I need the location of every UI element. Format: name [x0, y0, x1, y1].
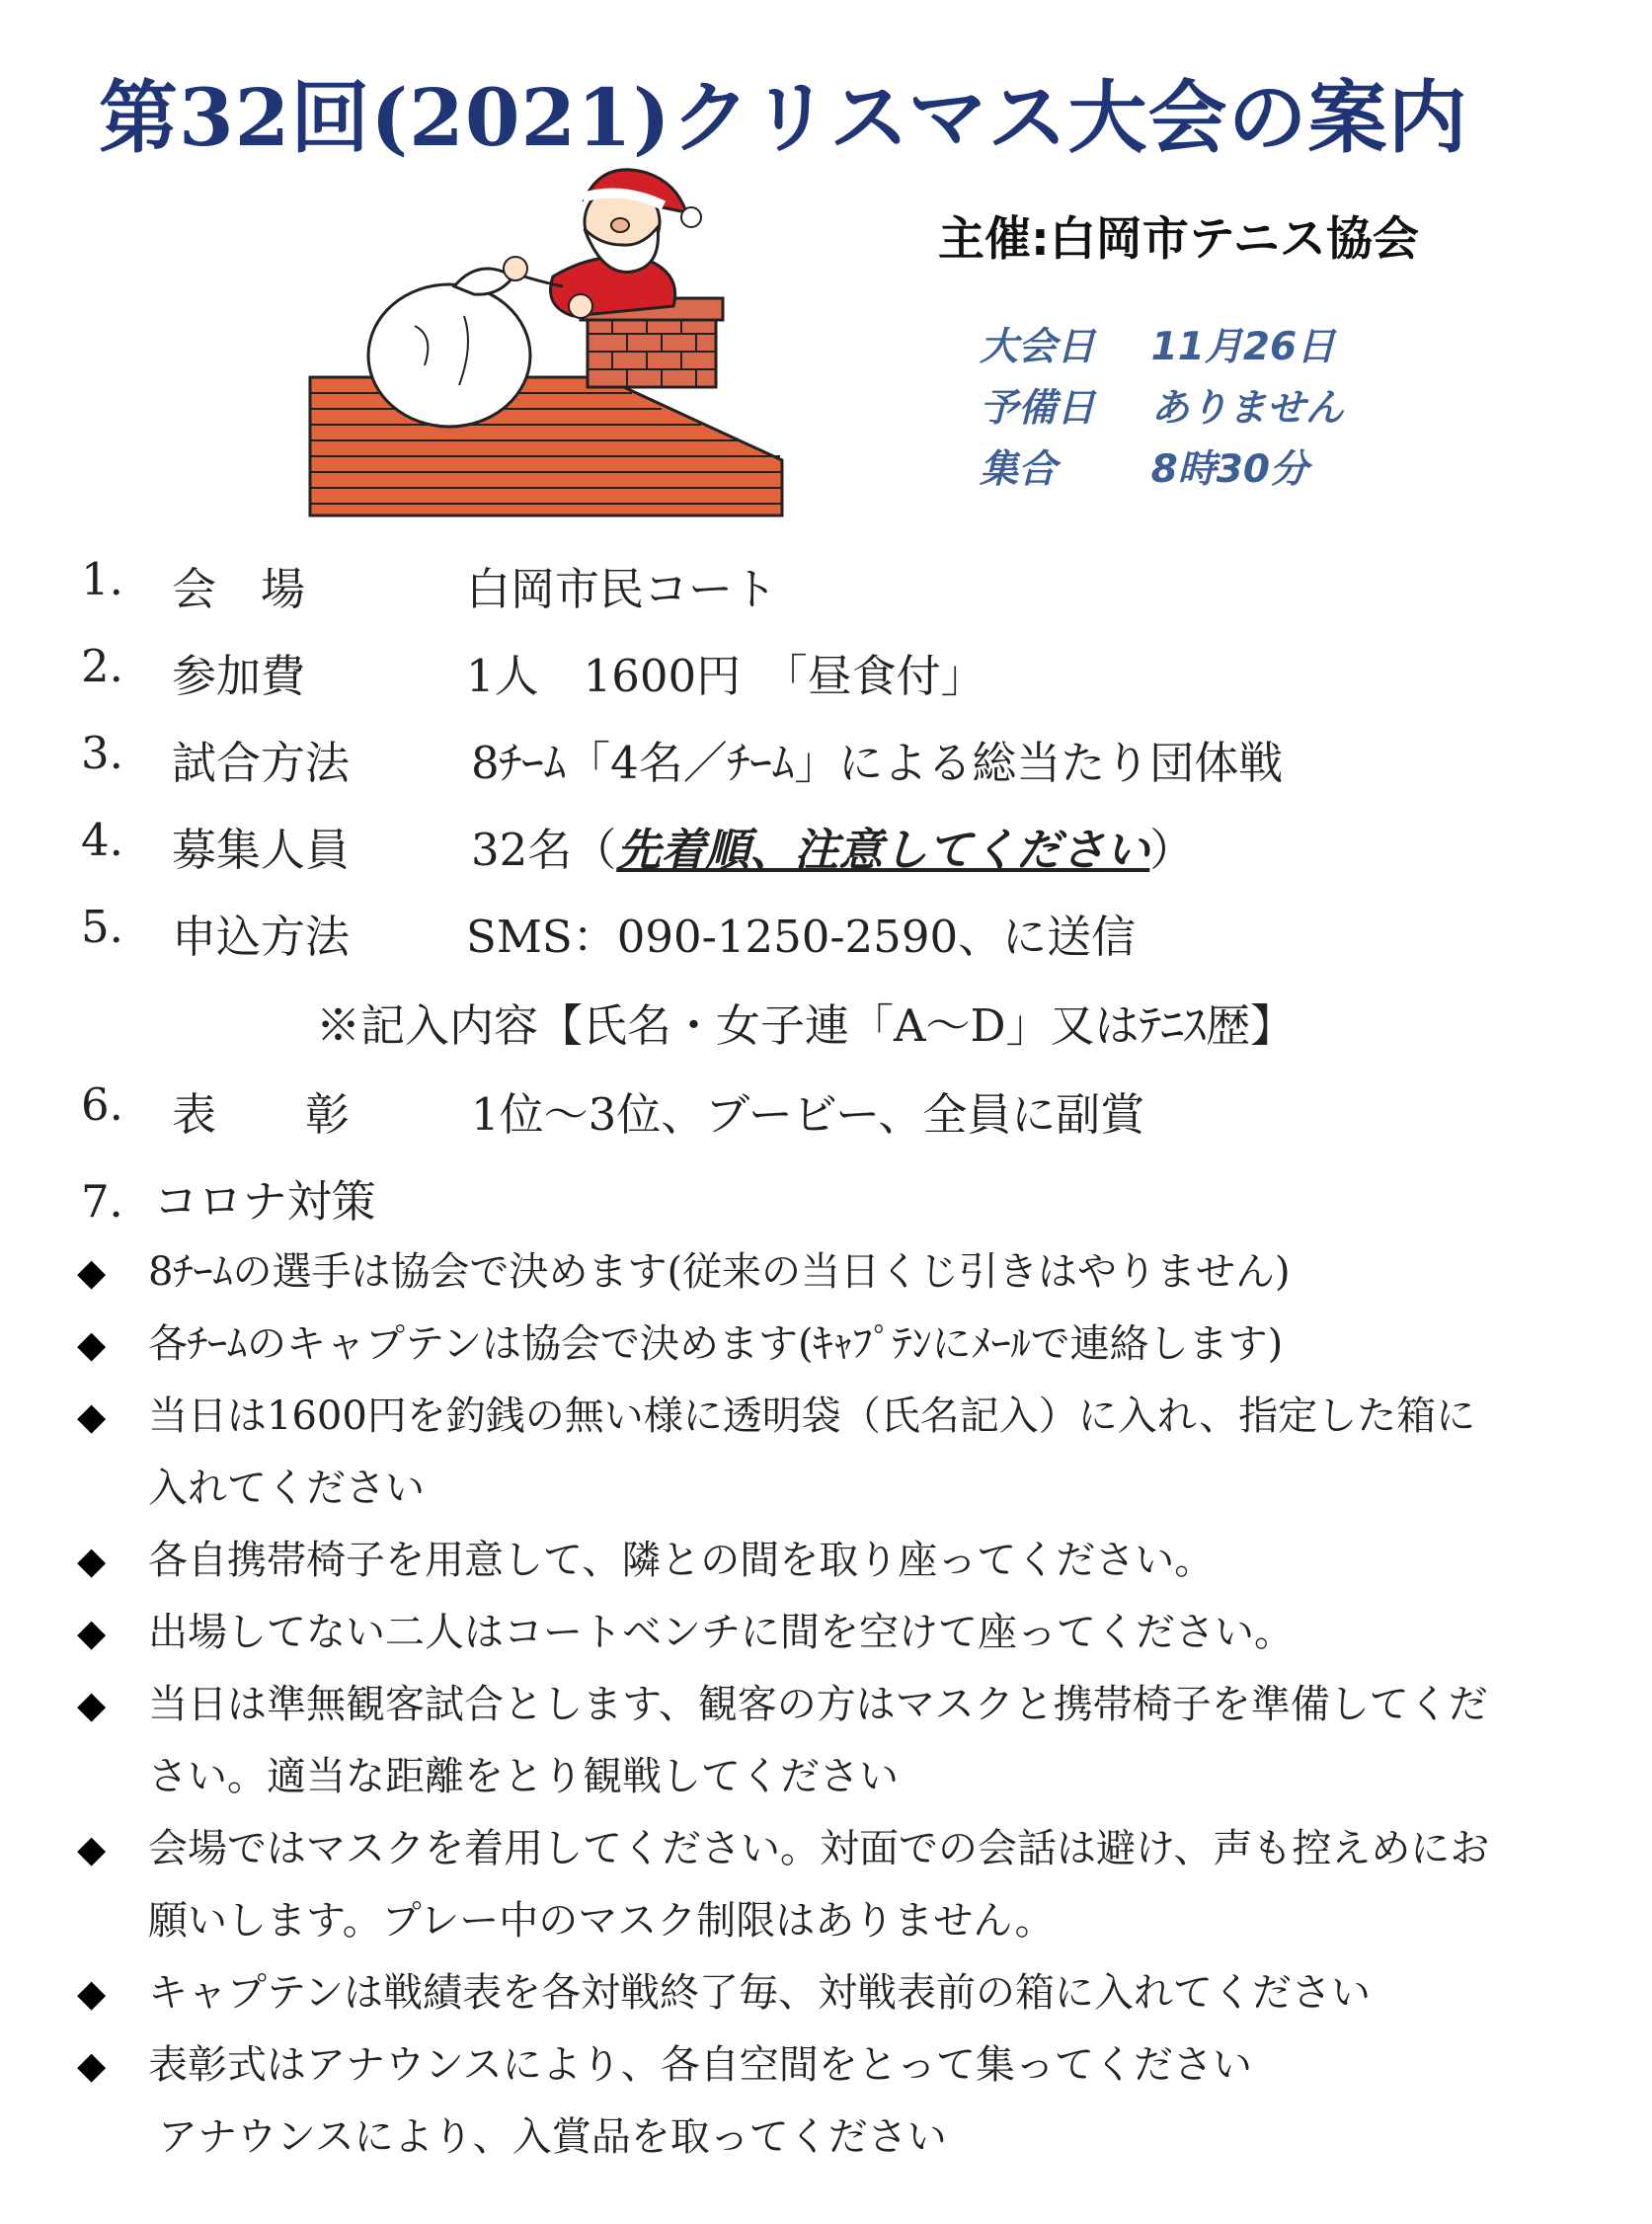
item-value: SMS：090-1250-2590、に送信 [466, 911, 1137, 963]
diamond-bullet-icon: ◆ [77, 1611, 107, 1654]
item-number: 6. [81, 1078, 123, 1131]
apply-note: ※記入内容【氏名・女子連「A～D」又はﾃﾆｽ歴】 [316, 999, 1296, 1052]
capacity-close: ） [1149, 824, 1195, 876]
item-value: 8ﾁｰﾑ「4名／ﾁｰﾑ」による総当たり団体戦 [471, 737, 1284, 789]
list-item: ◆ 当日は1600円を釣銭の無い様に透明袋（氏名記入）に入れ、指定した箱に 入れてください [77, 1381, 1558, 1525]
item-number: 1. [81, 553, 123, 605]
date-label: 予備日 [980, 386, 1096, 431]
date-value: ありません [1150, 386, 1344, 431]
diamond-bullet-icon: ◆ [77, 1683, 107, 1726]
info-item-format [81, 727, 1562, 814]
list-item: ◆ キャプテンは戦績表を各対戦終了毎、対戦表前の箱に入れてください [77, 1957, 1558, 2029]
date-value: 8時30分 [1150, 447, 1308, 492]
organizer: 主催:白岡市テニス協会 [938, 212, 1419, 267]
event-dates [980, 316, 1344, 500]
item-number: 2. [81, 640, 123, 692]
roof [310, 377, 782, 516]
list-item: ◆ 当日は準無観客試合とします、観客の方はマスクと携帯椅子を準備してくだ さい。適当な距離をとり観戦してください [77, 1669, 1558, 1813]
item-label: 会 場 [172, 563, 306, 615]
info-item-venue [81, 553, 1562, 640]
item-value: 1位～3位、ブービー、全員に副賞 [471, 1088, 1145, 1141]
diamond-bullet-icon: ◆ [77, 1971, 107, 2015]
diamond-bullet-icon: ◆ [77, 1827, 107, 1870]
list-item: ◆ 各ﾁｰﾑのキャプテンは協会で決めます(ｷｬﾌﾟﾃﾝにﾒｰﾙで連絡します) [77, 1309, 1558, 1381]
item-value: 白岡市民コート [466, 563, 778, 615]
item-label: 申込方法 [172, 911, 351, 963]
date-label: 大会日 [980, 325, 1096, 369]
diamond-bullet-icon: ◆ [77, 1322, 107, 1366]
capacity-notice: 先着順、注意してください [616, 824, 1150, 876]
page-title: 第32回(2021)クリスマス大会の案内 [99, 71, 1468, 164]
info-item-awards [81, 1078, 1562, 1165]
santa-illustration [306, 168, 800, 527]
item-label: 表 彰 [172, 1088, 351, 1141]
list-item: ◆ 出場してない二人はコートベンチに間を空けて座ってください。 [77, 1597, 1558, 1669]
item-number: 3. [81, 727, 123, 779]
date-value: 11月26日 [1150, 325, 1336, 369]
item-number: 4. [81, 814, 123, 866]
info-list [81, 553, 1562, 988]
diamond-bullet-icon: ◆ [77, 1394, 107, 1438]
diamond-bullet-icon: ◆ [77, 1250, 107, 1294]
list-item: ◆ 8ﾁｰﾑの選手は協会で決めます(従来の当日くじ引きはやりません) [77, 1236, 1558, 1309]
date-label: 集合 [980, 447, 1058, 492]
list-item: ◆ 会場ではマスクを着用してください。対面での会話は避け、声も控えめにお 願いします。プレー中のマスク制限はありません。 [77, 1813, 1558, 1957]
date-row-meeting [980, 438, 1344, 500]
covid-measures-list [77, 1236, 1558, 2102]
awards-note: アナウンスにより、入賞品を取ってください [158, 2114, 947, 2160]
info-item-apply [81, 901, 1562, 988]
diamond-bullet-icon: ◆ [77, 1539, 107, 1582]
covid-heading: 7．コロナ対策 [81, 1175, 376, 1228]
item-label: 募集人員 [172, 824, 351, 876]
diamond-bullet-icon: ◆ [77, 2043, 107, 2087]
info-item-fee [81, 640, 1562, 727]
date-row-event [980, 316, 1344, 377]
list-item: ◆ 各自携帯椅子を用意して、隣との間を取り座ってください。 [77, 1525, 1558, 1597]
capacity-count: 32名（ [471, 824, 617, 876]
item-label: 試合方法 [172, 737, 351, 789]
item-value [471, 814, 1194, 878]
list-item: ◆ 表彰式はアナウンスにより、各自空間をとって集ってください [77, 2029, 1558, 2102]
info-list-2 [81, 1078, 1562, 1165]
item-label: 参加費 [172, 650, 306, 702]
info-item-capacity [81, 814, 1562, 901]
date-row-reserve [980, 377, 1344, 438]
item-value: 1人 1600円 「昼食付」 [466, 650, 985, 702]
item-number: 5. [81, 901, 123, 953]
